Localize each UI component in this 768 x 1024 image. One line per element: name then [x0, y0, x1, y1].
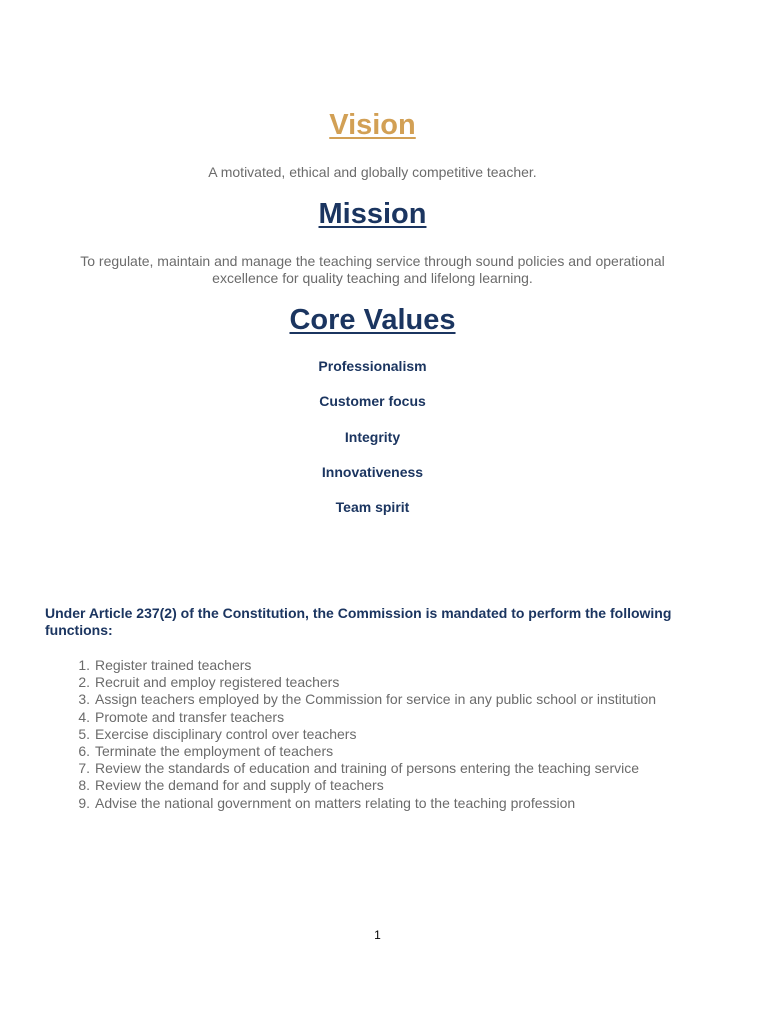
list-item-text: Exercise disciplinary control over teachers: [95, 725, 357, 742]
list-item: [45, 795, 725, 812]
list-item-text: Advise the national government on matters relating to the teaching profession: [95, 794, 576, 811]
core-values-heading: Core Values: [289, 304, 456, 336]
list-item-text: Promote and transfer teachers: [95, 708, 285, 725]
list-item-number: 4.: [78, 708, 90, 725]
mission-heading: Mission: [318, 198, 427, 230]
list-item: [45, 709, 725, 726]
list-item: [45, 726, 725, 743]
list-item-text: Assign teachers employed by the Commission for service in any public school or institution: [95, 691, 657, 708]
list-item: [45, 777, 725, 794]
list-item-text: Terminate the employment of teachers: [95, 743, 334, 760]
vision-heading: Vision: [329, 109, 416, 141]
list-item-number: 9.: [78, 794, 90, 811]
list-item-number: 6.: [78, 743, 90, 760]
list-item: [45, 760, 725, 777]
core-value-integrity: Integrity: [344, 429, 401, 445]
core-value-team-spirit: Team spirit: [335, 499, 410, 515]
list-item-number: 3.: [78, 691, 90, 708]
list-item: [45, 743, 725, 760]
list-item-text: Register trained teachers: [95, 657, 252, 673]
list-item: [45, 657, 725, 674]
list-item-text: Recruit and employ registered teachers: [95, 674, 340, 691]
page-number: 1: [374, 928, 381, 942]
list-item: [45, 691, 725, 708]
list-item-text: Review the demand for and supply of teachers: [95, 777, 384, 794]
list-item-number: 8.: [78, 777, 90, 794]
mission-statement: To regulate, maintain and manage the teaching service through sound policies and operational excellence for quality teaching and lifelong learning.: [80, 253, 665, 286]
list-item: [45, 674, 725, 691]
functions-intro: Under Article 237(2) of the Constitution, the Commission is mandated to perform the following functions:: [45, 605, 672, 638]
core-value-innovativeness: Innovativeness: [321, 464, 424, 480]
core-value-professionalism: Professionalism: [318, 358, 427, 374]
core-value-customer-focus: Customer focus: [319, 393, 426, 409]
vision-statement: A motivated, ethical and globally competitive teacher.: [208, 164, 537, 180]
functions-list: [45, 657, 725, 812]
list-item-number: 7.: [78, 760, 90, 777]
list-item-number: 5.: [78, 725, 90, 742]
list-item-number: 2.: [78, 674, 90, 691]
list-item-text: Review the standards of education and training of persons entering the teaching service: [95, 760, 640, 777]
list-item-number: 1.: [78, 657, 90, 673]
